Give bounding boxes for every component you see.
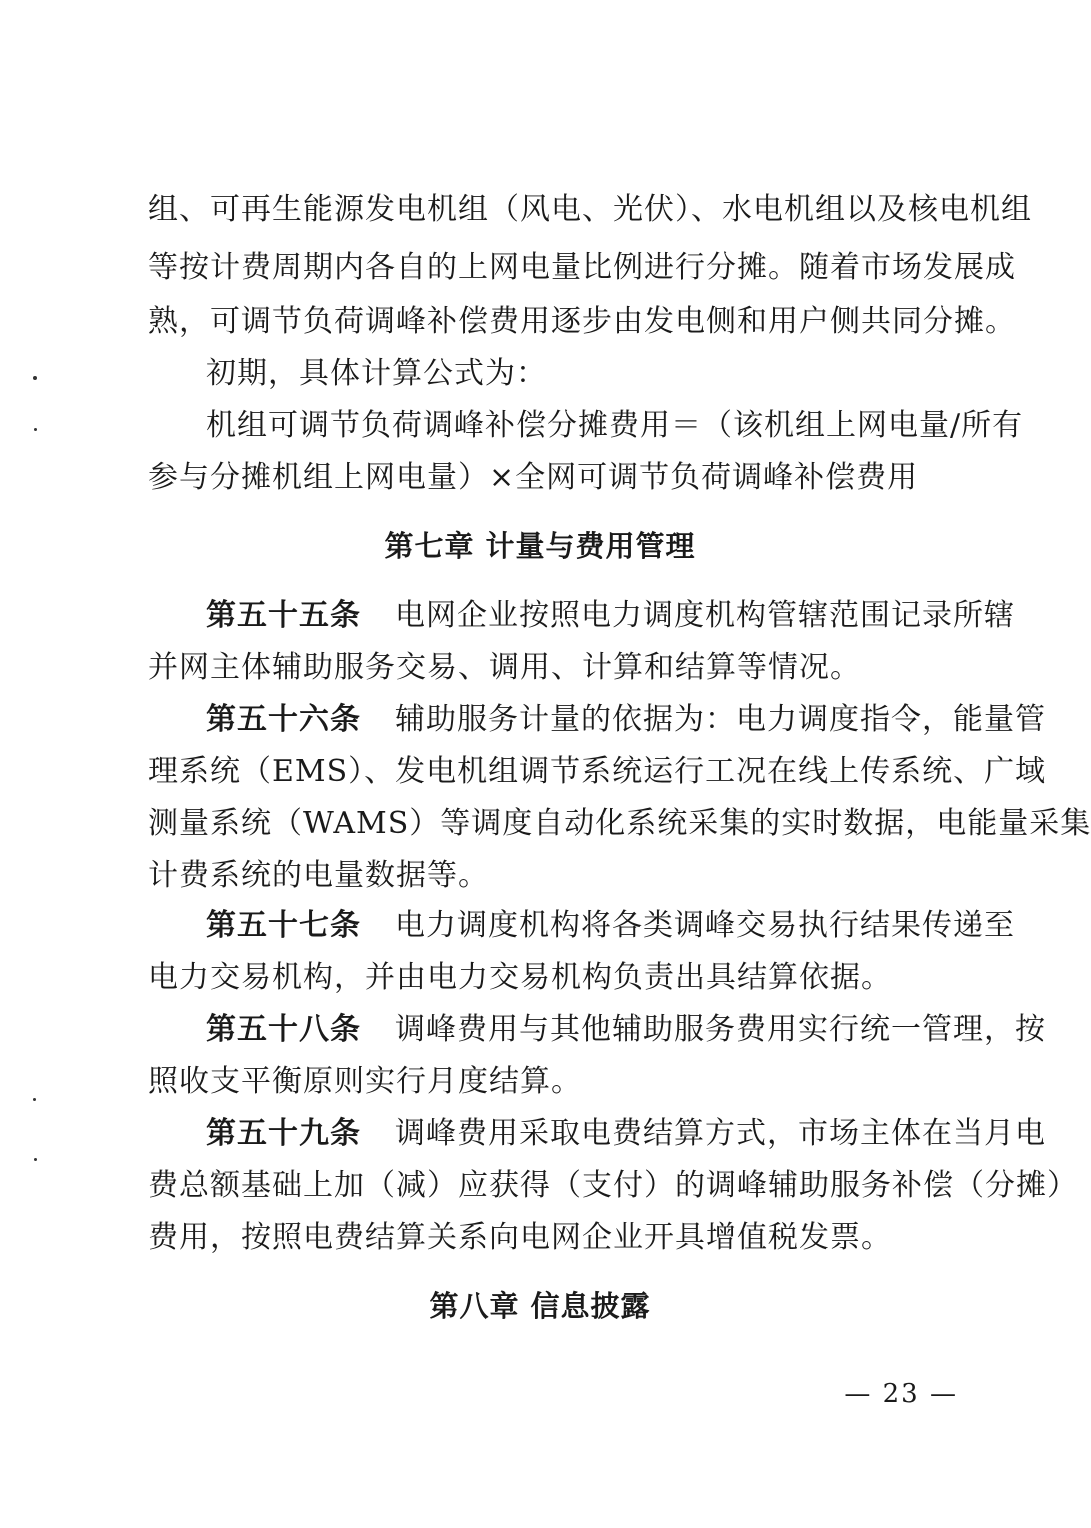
scan-speck bbox=[33, 1098, 36, 1101]
chapter-heading: 第八章 信息披露 bbox=[429, 1289, 651, 1323]
paragraph-line: 熟，可调节负荷调峰补偿费用逐步由发电侧和用户侧共同分摊。 bbox=[148, 304, 1016, 339]
article-line: 费总额基础上加（减）应获得（支付）的调峰辅助服务补偿（分摊） bbox=[148, 1168, 1078, 1203]
article-text: 调峰费用采取电费结算方式，市场主体在当月电 bbox=[395, 1116, 1046, 1151]
article-line: 费用，按照电费结算关系向电网企业开具增值税发票。 bbox=[148, 1220, 892, 1255]
scan-speck bbox=[34, 1158, 37, 1161]
article-line: 测量系统（WAMS）等调度自动化系统采集的实时数据，电能量采集 bbox=[148, 806, 1091, 841]
chapter-heading: 第七章 计量与费用管理 bbox=[384, 529, 696, 563]
article-text: 调峰费用与其他辅助服务费用实行统一管理，按 bbox=[395, 1012, 1046, 1047]
article-number: 第五十六条 bbox=[206, 702, 361, 737]
formula-line: 参与分摊机组上网电量）×全网可调节负荷调峰补偿费用 bbox=[148, 460, 919, 495]
article-line: 照收支平衡原则实行月度结算。 bbox=[148, 1064, 582, 1099]
article-number: 第五十七条 bbox=[206, 908, 361, 943]
article-line bbox=[206, 596, 1015, 636]
article-text: 辅助服务计量的依据为：电力调度指令，能量管 bbox=[395, 702, 1046, 737]
scan-speck bbox=[33, 376, 37, 380]
article-line: 并网主体辅助服务交易、调用、计算和结算等情况。 bbox=[148, 650, 861, 685]
scan-speck bbox=[34, 428, 37, 431]
article-text: 电力调度机构将各类调峰交易执行结果传递至 bbox=[395, 908, 1015, 943]
article-text: 电网企业按照电力调度机构管辖范围记录所辖 bbox=[395, 598, 1015, 633]
article-number: 第五十八条 bbox=[206, 1012, 361, 1047]
article-number: 第五十九条 bbox=[206, 1116, 361, 1151]
article-line bbox=[206, 906, 1015, 946]
article-line: 理系统（EMS）、发电机组调节系统运行工况在线上传系统、广域 bbox=[148, 754, 1047, 789]
article-line: 计费系统的电量数据等。 bbox=[148, 858, 489, 893]
article-line bbox=[206, 1010, 1046, 1050]
article-line bbox=[206, 700, 1046, 740]
article-line bbox=[206, 1114, 1046, 1154]
article-line: 电力交易机构，并由电力交易机构负责出具结算依据。 bbox=[148, 960, 892, 995]
paragraph-line: 等按计费周期内各自的上网电量比例进行分摊。随着市场发展成 bbox=[148, 250, 1016, 285]
article-number: 第五十五条 bbox=[206, 598, 361, 633]
paragraph-line: 初期，具体计算公式为： bbox=[206, 356, 547, 391]
page-number: — 23 — bbox=[844, 1379, 958, 1409]
paragraph-line: 组、可再生能源发电机组（风电、光伏）、水电机组以及核电机组 bbox=[148, 192, 1032, 227]
formula-line: 机组可调节负荷调峰补偿分摊费用＝（该机组上网电量/所有 bbox=[206, 408, 1024, 443]
